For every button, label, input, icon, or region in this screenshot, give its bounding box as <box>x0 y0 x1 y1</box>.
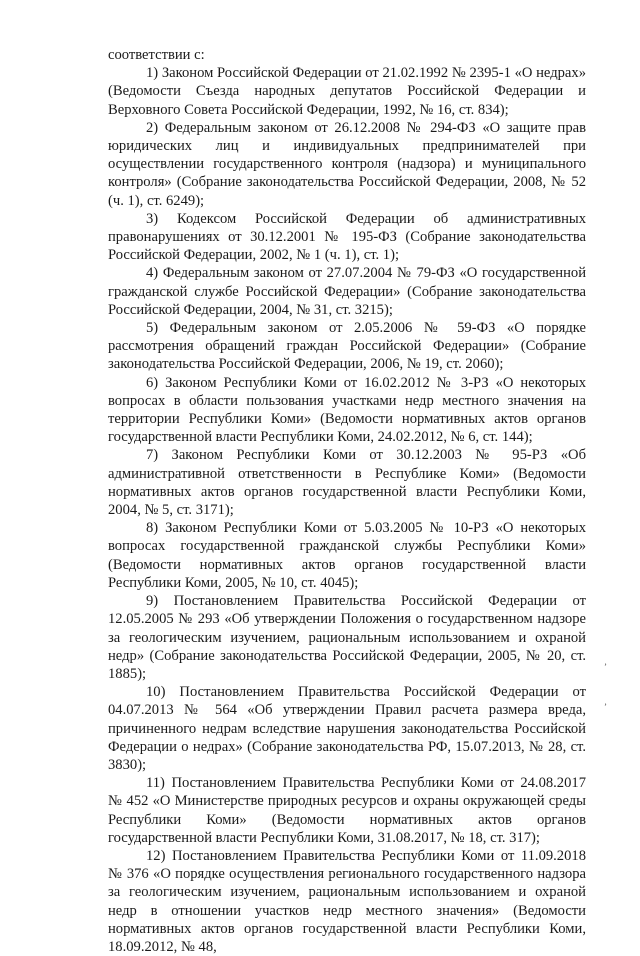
list-item-7: 7) Законом Республики Коми от 30.12.2003 № 95-РЗ «Об административной ответственности в Республике Коми» (Ведомости нормативных актов органов государственной власти Республики Коми, 2004, № 5, ст. 3171); <box>108 447 586 519</box>
list-item-6: 6) Законом Республики Коми от 16.02.2012 № 3-РЗ «О некоторых вопросах в области пользования участками недр местного значения на территории Республики Коми» (Ведомости нормативных актов органов государственной власти Республики Коми, 24.02.2012, № 6, ст. 144); <box>108 374 586 446</box>
margin-mark: ’ <box>604 702 607 712</box>
list-item-9: 9) Постановлением Правительства Российской Федерации от 12.05.2005 № 293 «Об утверждении Положения о государственном надзоре за геологическим изучением, рациональным использованием и охраной недр» (Собрание законодательства Российской Федерации, 2005, № 20, ст. 1885); <box>108 593 586 682</box>
list-item-3: 3) Кодексом Российской Федерации об административных правонарушениях от 30.12.2001 № 195-ФЗ (Собрание законодательства Российской Федерации, 2002, № 1 (ч. 1), ст. 1); <box>108 210 586 264</box>
intro-line: соответствии с: <box>108 47 205 63</box>
document-body <box>108 46 586 956</box>
list-item-1: 1) Законом Российской Федерации от 21.02.1992 № 2395-1 «О недрах» (Ведомости Съезда народных депутатов Российской Федерации и Верховного Совета Российской Федерации, 1992, № 16, ст. 834); <box>108 65 586 118</box>
margin-mark: ’ <box>604 662 607 672</box>
list-item-8: 8) Законом Республики Коми от 5.03.2005 № 10-РЗ «О некоторых вопросах государственной гражданской службы Республики Коми» (Ведомости нормативных актов органов государственной власти Республики Коми, 2005, № 10, ст. 4045); <box>108 520 586 591</box>
list-item-5: 5) Федеральным законом от 2.05.2006 № 59-ФЗ «О порядке рассмотрения обращений граждан Российской Федерации» (Собрание законодательства Российской Федерации, 2006, № 19, ст. 2060); <box>108 320 586 373</box>
list-item-11: 11) Постановлением Правительства Республики Коми от 24.08.2017 № 452 «О Министерстве природных ресурсов и охраны окружающей среды Республики Коми» (Ведомости нормативных актов органов государственной власти Республики Коми, 31.08.2017, № 18, ст. 317); <box>108 775 586 846</box>
list-item-12: 12) Постановлением Правительства Республики Коми от 11.09.2018 № 376 «О порядке осуществления регионального государственного надзора за геологическим изучением, рациональным использованием и охраной недр в отношении участков недр местного значения» (Ведомости нормативных актов органов государственной власти Республики Коми, 18.09.2012, № 48, <box>108 847 586 955</box>
list-item-10: 10) Постановлением Правительства Российской Федерации от 04.07.2013 № 564 «Об утверждении Правил расчета размера вреда, причиненного недрам вследствие нарушения законодательства Российской Федерации о недрах» (Собрание законодательства РФ, 15.07.2013, № 28, ст. 3830); <box>108 684 586 773</box>
list-item-4: 4) Федеральным законом от 27.07.2004 № 79-ФЗ «О государственной гражданской службе Российской Федерации» (Собрание законодательства Российской Федерации, 2004, № 31, ст. 3215); <box>108 265 586 318</box>
list-item-2: 2) Федеральным законом от 26.12.2008 № 294-ФЗ «О защите прав юридических лиц и индивидуальных предпринимателей при осуществлении государственного контроля (надзора) и муниципального контроля» (Собрание законодательства Российской Федерации, 2008, № 52 (ч. 1), ст. 6249); <box>108 119 586 209</box>
